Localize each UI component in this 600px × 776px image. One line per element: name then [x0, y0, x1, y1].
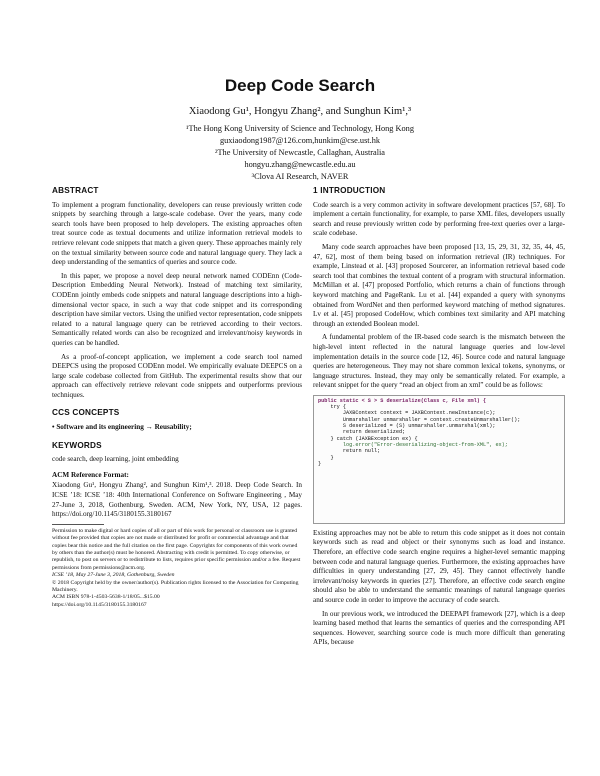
affiliation-3: ³Clova AI Research, NAVER [251, 172, 349, 181]
isbn-line: ACM ISBN 978-1-4503-5638-1/18/05...$15.00 [52, 594, 160, 601]
copyright-line: © 2018 Copyright held by the owner/author(s). Publication rights licensed to the Association for Computing Machinery. [52, 579, 299, 594]
intro-paragraph-1: Code search is a very common activity in software development practices [57, 68]. To implement a certain functionality, for example, to parse XML files, developers usually search and reuse previously written code by performing free-text queries over a large-scale codebase. [313, 200, 565, 238]
abstract-heading: ABSTRACT [52, 186, 99, 195]
code-line: } [318, 460, 322, 467]
author-list: Xiaodong Gu¹, Hongyu Zhang², and Sunghun Kim¹,³ [188, 106, 412, 117]
affiliation-1-email: guxiaodong1987@126.com,hunkim@cse.ust.hk [219, 136, 380, 145]
reference-text: Xiaodong Gu¹, Hongyu Zhang², and Sunghun Kim¹,³. 2018. Deep Code Search. In ICSE ’18: ICSE ’18: 40th International Conference on Software Engineering , May 27-June 3, 2018, Gothenburg, Sweden. ACM, New York, NY, USA, 12 pages. https://doi.org/10.1145/3180155.3180167 [52, 481, 302, 519]
ccs-concepts: • Software and its engineering → Reusability; [52, 423, 192, 432]
code-line: Unmarshaller unmarshaller = context.createUnmarshaller(); [318, 416, 521, 423]
code-line: } catch (JAXBException ex) { [318, 435, 418, 442]
abstract-paragraph-1: To implement a program functionality, developers can reuse previously written code snippets by searching through a large-scale codebase. Over the years, many code search tools have been proposed to help developers. The existing approaches often treat source code as textual documents and utilize information retrieval models to retrieve relevant code snippets that match a given query. These approaches mainly rely on the textual similarity between source code and natural language query. They lack a deep understanding of the semantics of queries and source code. [52, 200, 302, 267]
code-line: } [318, 454, 334, 461]
keywords-text: code search, deep learning, joint embedding [52, 455, 179, 464]
permission-notice: Permission to make digital or hard copies of all or part of this work for personal or classroom use is granted without fee provided that copies are not made or distributed for profit or commercial advantage and that copies bear this notice and the full citation on the first page. Copyrights for components of this work owned by others than the author(s) must be honored. Abstracting with credit is permitted. To copy otherwise, or republish, to post on servers or to redistribute to lists, requires prior specific permission and/or a fee. Request permissions from permissions@acm.org. [52, 527, 301, 571]
intro-paragraph-4: Existing approaches may not be able to return this code snippet as it does not contain keywords such as read and object or their synonyms such as load and instance. Therefore, an effective code search engine requires a higher-level semantic mapping between code and natural language queries. Furthermore, the existing approaches have difficulties in query understanding [27, 29, 45]. They cannot effectively handle irrelevant/noisy keywords in queries [27]. Therefore, an effective code search engine should also be able to understand the semantic meanings of natural language queries and source code in order to improve the accuracy of code search. [313, 528, 565, 605]
left-column [52, 186, 302, 609]
intro-paragraph-5: In our previous work, we introduced the DEEPAPI framework [27], which is a deep learning based method that learns the semantics of queries and the corresponding API sequences. However, searching source code is much more difficult than generating APIs, because [313, 609, 565, 647]
code-line: return null; [318, 448, 381, 455]
intro-paragraph-2: Many code search approaches have been proposed [13, 15, 29, 31, 32, 35, 44, 45, 47, 62], most of them being based on information retrieval (IR) techniques. For example, Linstead et al. [43] proposed Sourcerer, an information retrieval based code search tool that combines the textual content of a program with structural information. McMillan et al. [47] proposed Portfolio, which returns a chain of functions through keyword matching and PageRank. Lu et al. [44] expanded a query with synonyms obtained from WordNet and then performed keyword matching of method signatures. Lv et al. [45] proposed CodeHow, which combines text similarity and API matching through an extended Boolean model. [313, 242, 565, 328]
code-line: public static < S > S deserialize(Class c, File xml) { [318, 397, 487, 404]
ccs-heading: CCS CONCEPTS [52, 408, 120, 418]
code-line: S deserialized = (S) unmarshaller.unmarshal(xml); [318, 423, 496, 430]
venue-line: ICSE ’18, May 27-June 3, 2018, Gothenburg, Sweden [52, 572, 175, 579]
reference-heading: ACM Reference Format: [52, 470, 129, 479]
right-column [313, 186, 565, 652]
keywords-heading: KEYWORDS [52, 440, 102, 450]
code-line: JAXBContext context = JAXBContext.newInstance(c); [318, 410, 496, 417]
footnote-divider [52, 524, 104, 525]
affiliation-2: ²The University of Newcastle, Callaghan, Australia [215, 148, 385, 157]
permission-block [52, 528, 302, 609]
abstract-paragraph-3: As a proof-of-concept application, we implement a code search tool named DEEPCS using the proposed CODEnn model. We empirically evaluate DEEPCS on a large scale codebase collected from GitHub. The experimental results show that our approach can effectively retrieve relevant code snippets and outperforms previous techniques. [52, 352, 302, 399]
doi-link[interactable]: https://doi.org/10.1145/3180155.3180167 [52, 601, 147, 608]
code-line: return deserialized; [318, 429, 406, 436]
introduction-heading: 1 INTRODUCTION [313, 186, 386, 195]
intro-paragraph-3: A fundamental problem of the IR-based code search is the mismatch between the high-level intent reflected in the natural language queries and low-level implementation details in the source code [12, 46]. Source code and natural language queries are heterogeneous. They may not share common lexical tokens, synonyms, or language structures. Instead, they may only be semantically related. For example, a relevant snippet for the query “read an object from an xml” could be as follows: [313, 333, 565, 390]
abstract-paragraph-2: In this paper, we propose a novel deep neural network named CODEnn (Code-Description Embedding Neural Network). Instead of matching text similarity, CODEnn jointly embeds code snippets and natural language descriptions into a high-dimensional vector space, in such a way that code snippet and its corresponding description have similar vectors. Using the unified vector representation, code snippets related to a natural language query can be retrieved according to their vectors. Semantically related words can also be recognized and irrelevant/noisy keywords in queries can be handled. [52, 271, 302, 347]
affiliation-1: ¹The Hong Kong University of Science and Technology, Hong Kong [186, 124, 414, 133]
code-line: try { [318, 404, 347, 411]
affiliation-2-email: hongyu.zhang@newcastle.edu.au [244, 160, 356, 169]
code-listing [313, 395, 565, 524]
code-line: log.error("Error-deserializing-object-from-XML", ex); [318, 441, 508, 448]
paper-title: Deep Code Search [224, 76, 376, 95]
